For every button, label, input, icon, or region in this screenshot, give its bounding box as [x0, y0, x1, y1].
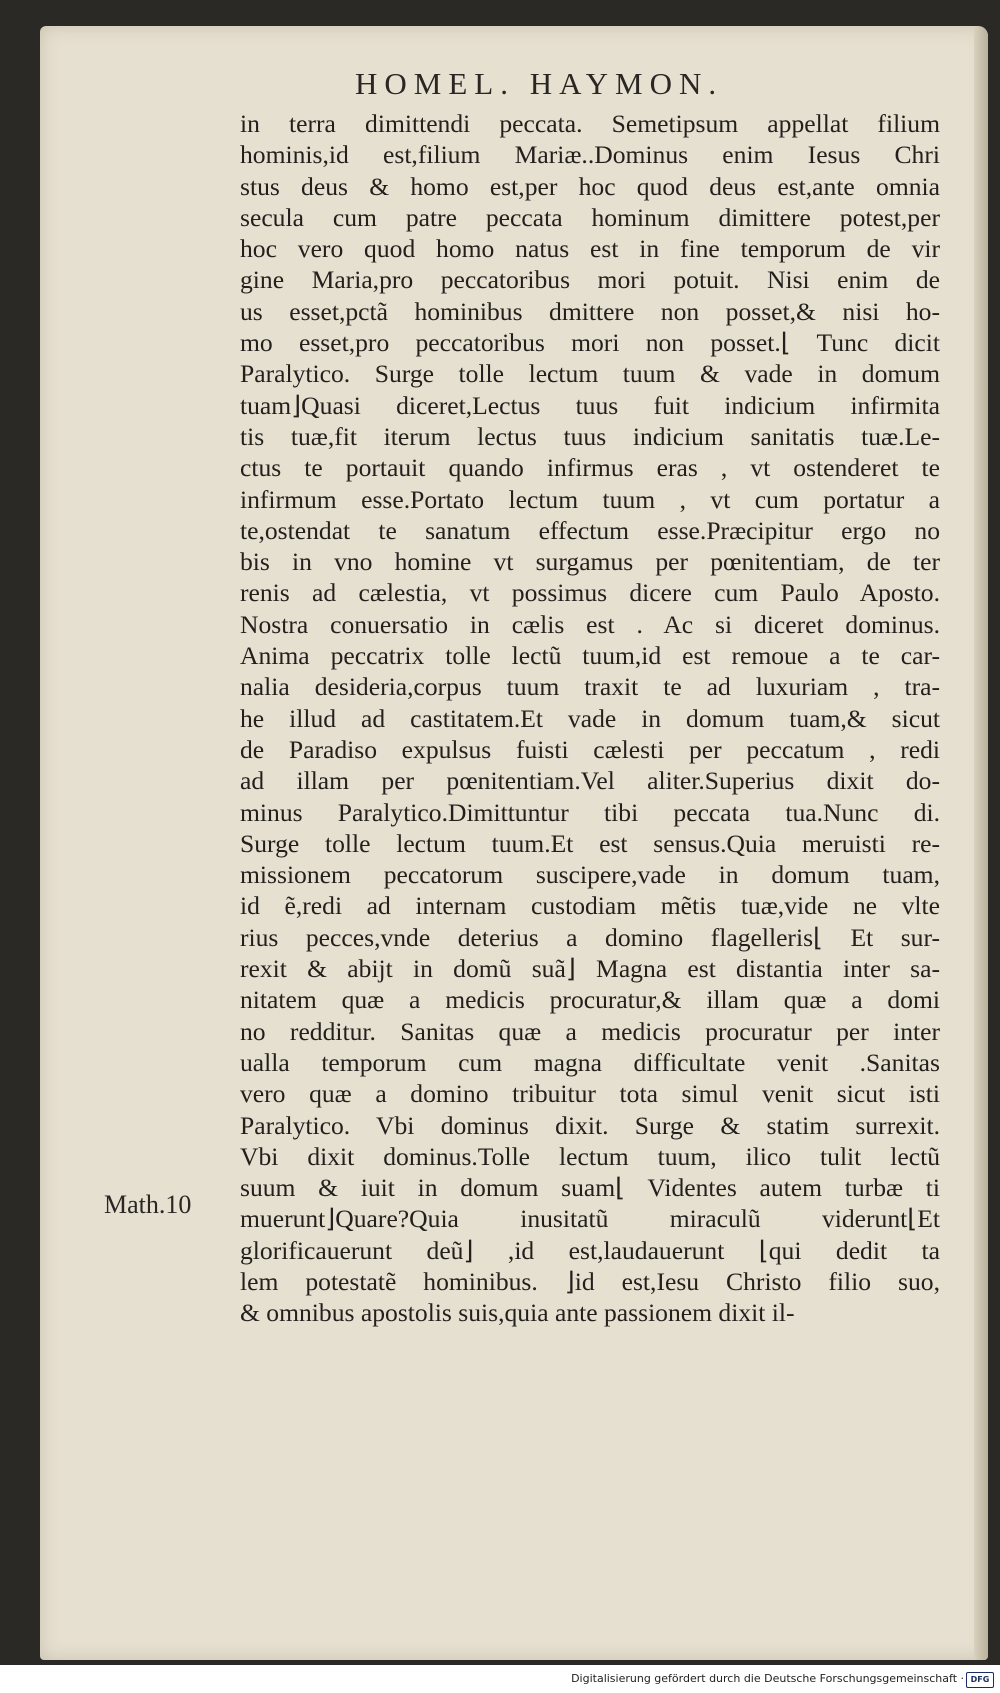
running-head: HOMEL. HAYMON.	[355, 66, 724, 101]
text-line: he illud ad castitatem.Et vade in domum tuam,& sicut	[240, 703, 940, 733]
text-line: nalia desideria,corpus tuum traxit te ad luxuriam , tra-	[240, 672, 940, 702]
text-line: de Paradiso expulsus fuisti cælesti per peccatum , redi	[240, 734, 940, 764]
text-line: tis tuæ,fit iterum lectus tuus indicium sanitatis tuæ.Le-	[240, 421, 940, 451]
text-line: renis ad cælestia, vt possimus dicere cum Paulo Aposto.	[240, 578, 940, 608]
text-line: rexit & abijt in domũ suã⌋ Magna est distantia inter sa-	[240, 954, 940, 984]
dfg-logo: DFG	[966, 1672, 994, 1688]
text-line: lem potestatẽ hominibus. ⌋id est,Iesu Christo filio suo,	[240, 1266, 940, 1296]
text-line: infirmum esse.Portato lectum tuum , vt cum portatur a	[240, 484, 940, 514]
text-line: tuam⌋Quasi diceret,Lectus tuus fuit indicium infirmita	[240, 390, 940, 420]
text-line: in terra dimittendi peccata. Semetipsum appellat filium	[240, 109, 940, 138]
text-line: no redditur. Sanitas quæ a medicis procuratur per inter	[240, 1016, 940, 1046]
text-line: gine Maria,pro peccatoribus mori potuit. Nisi enim de	[240, 265, 940, 295]
text-line: ctus te portauit quando infirmus eras , vt ostenderet te	[240, 453, 940, 483]
text-line: Surge tolle lectum tuum.Et est sensus.Quia meruisti re-	[240, 828, 940, 858]
text-line: suum & iuit in domum suam⌊ Videntes autem turbæ ti	[240, 1173, 940, 1203]
text-line: Anima peccatrix tolle lectũ tuum,id est remoue a te car-	[240, 641, 940, 671]
text-line: secula cum patre peccata hominum dimittere potest,per	[240, 202, 940, 232]
text-line: us esset,pctã hominibus dmittere non posset,& nisi ho-	[240, 296, 940, 326]
body-text	[240, 108, 940, 1329]
footer-bar	[0, 1669, 1000, 1693]
text-line: rius pecces,vnde deterius a domino flagelleris⌊ Et sur-	[240, 922, 940, 952]
text-line: Paralytico. Vbi dominus dixit. Surge & statim surrexit.	[240, 1110, 940, 1140]
text-line: ualla temporum cum magna difficultate venit .Sanitas	[240, 1047, 940, 1077]
text-line: muerunt⌋Quare?Quia inusitatũ miraculũ viderunt⌊Et	[240, 1204, 940, 1234]
funding-notice: Digitalisierung gefördert durch die Deutsche Forschungsgemeinschaft ·	[571, 1672, 964, 1685]
text-line: Nostra conuersatio in cælis est . Ac si diceret dominus.	[240, 609, 940, 639]
text-line: hoc vero quod homo natus est in fine temporum de vir	[240, 234, 940, 264]
text-line: Paralytico. Surge tolle lectum tuum & vade in domum	[240, 359, 940, 389]
text-line: hominis,id est,filium Mariæ..Dominus enim Iesus Chri	[240, 140, 940, 170]
text-line: nitatem quæ a medicis procuratur,& illam quæ a domi	[240, 985, 940, 1015]
text-line: missionem peccatorum suscipere,vade in domum tuam,	[240, 860, 940, 890]
text-line: te,ostendat te sanatum effectum esse.Præcipitur ergo no	[240, 515, 940, 545]
text-line: Vbi dixit dominus.Tolle lectum tuum, ilico tulit lectũ	[240, 1141, 940, 1171]
marginal-note: Math.10	[104, 1190, 192, 1219]
text-line: glorificauerunt deũ⌋ ,id est,laudauerunt ⌊qui dedit ta	[240, 1235, 940, 1265]
text-line: minus Paralytico.Dimittuntur tibi peccata tua.Nunc di.	[240, 797, 940, 827]
page-edge	[974, 26, 988, 1660]
text-line: & omnibus apostolis suis,quia ante passionem dixit il-	[240, 1298, 795, 1328]
text-line: ad illam per pœnitentiam.Vel aliter.Superius dixit do-	[240, 766, 940, 796]
text-line: stus deus & homo est,per hoc quod deus est,ante omnia	[240, 171, 940, 201]
text-line: bis in vno homine vt surgamus per pœnitentiam, de ter	[240, 547, 940, 577]
text-line: id ẽ,redi ad internam custodiam mẽtis tuæ,vide ne vlte	[240, 891, 940, 921]
text-line: mo esset,pro peccatoribus mori non posset.⌊ Tunc dicit	[240, 328, 940, 358]
text-line: vero quæ a domino tribuitur tota simul venit sicut isti	[240, 1079, 940, 1109]
